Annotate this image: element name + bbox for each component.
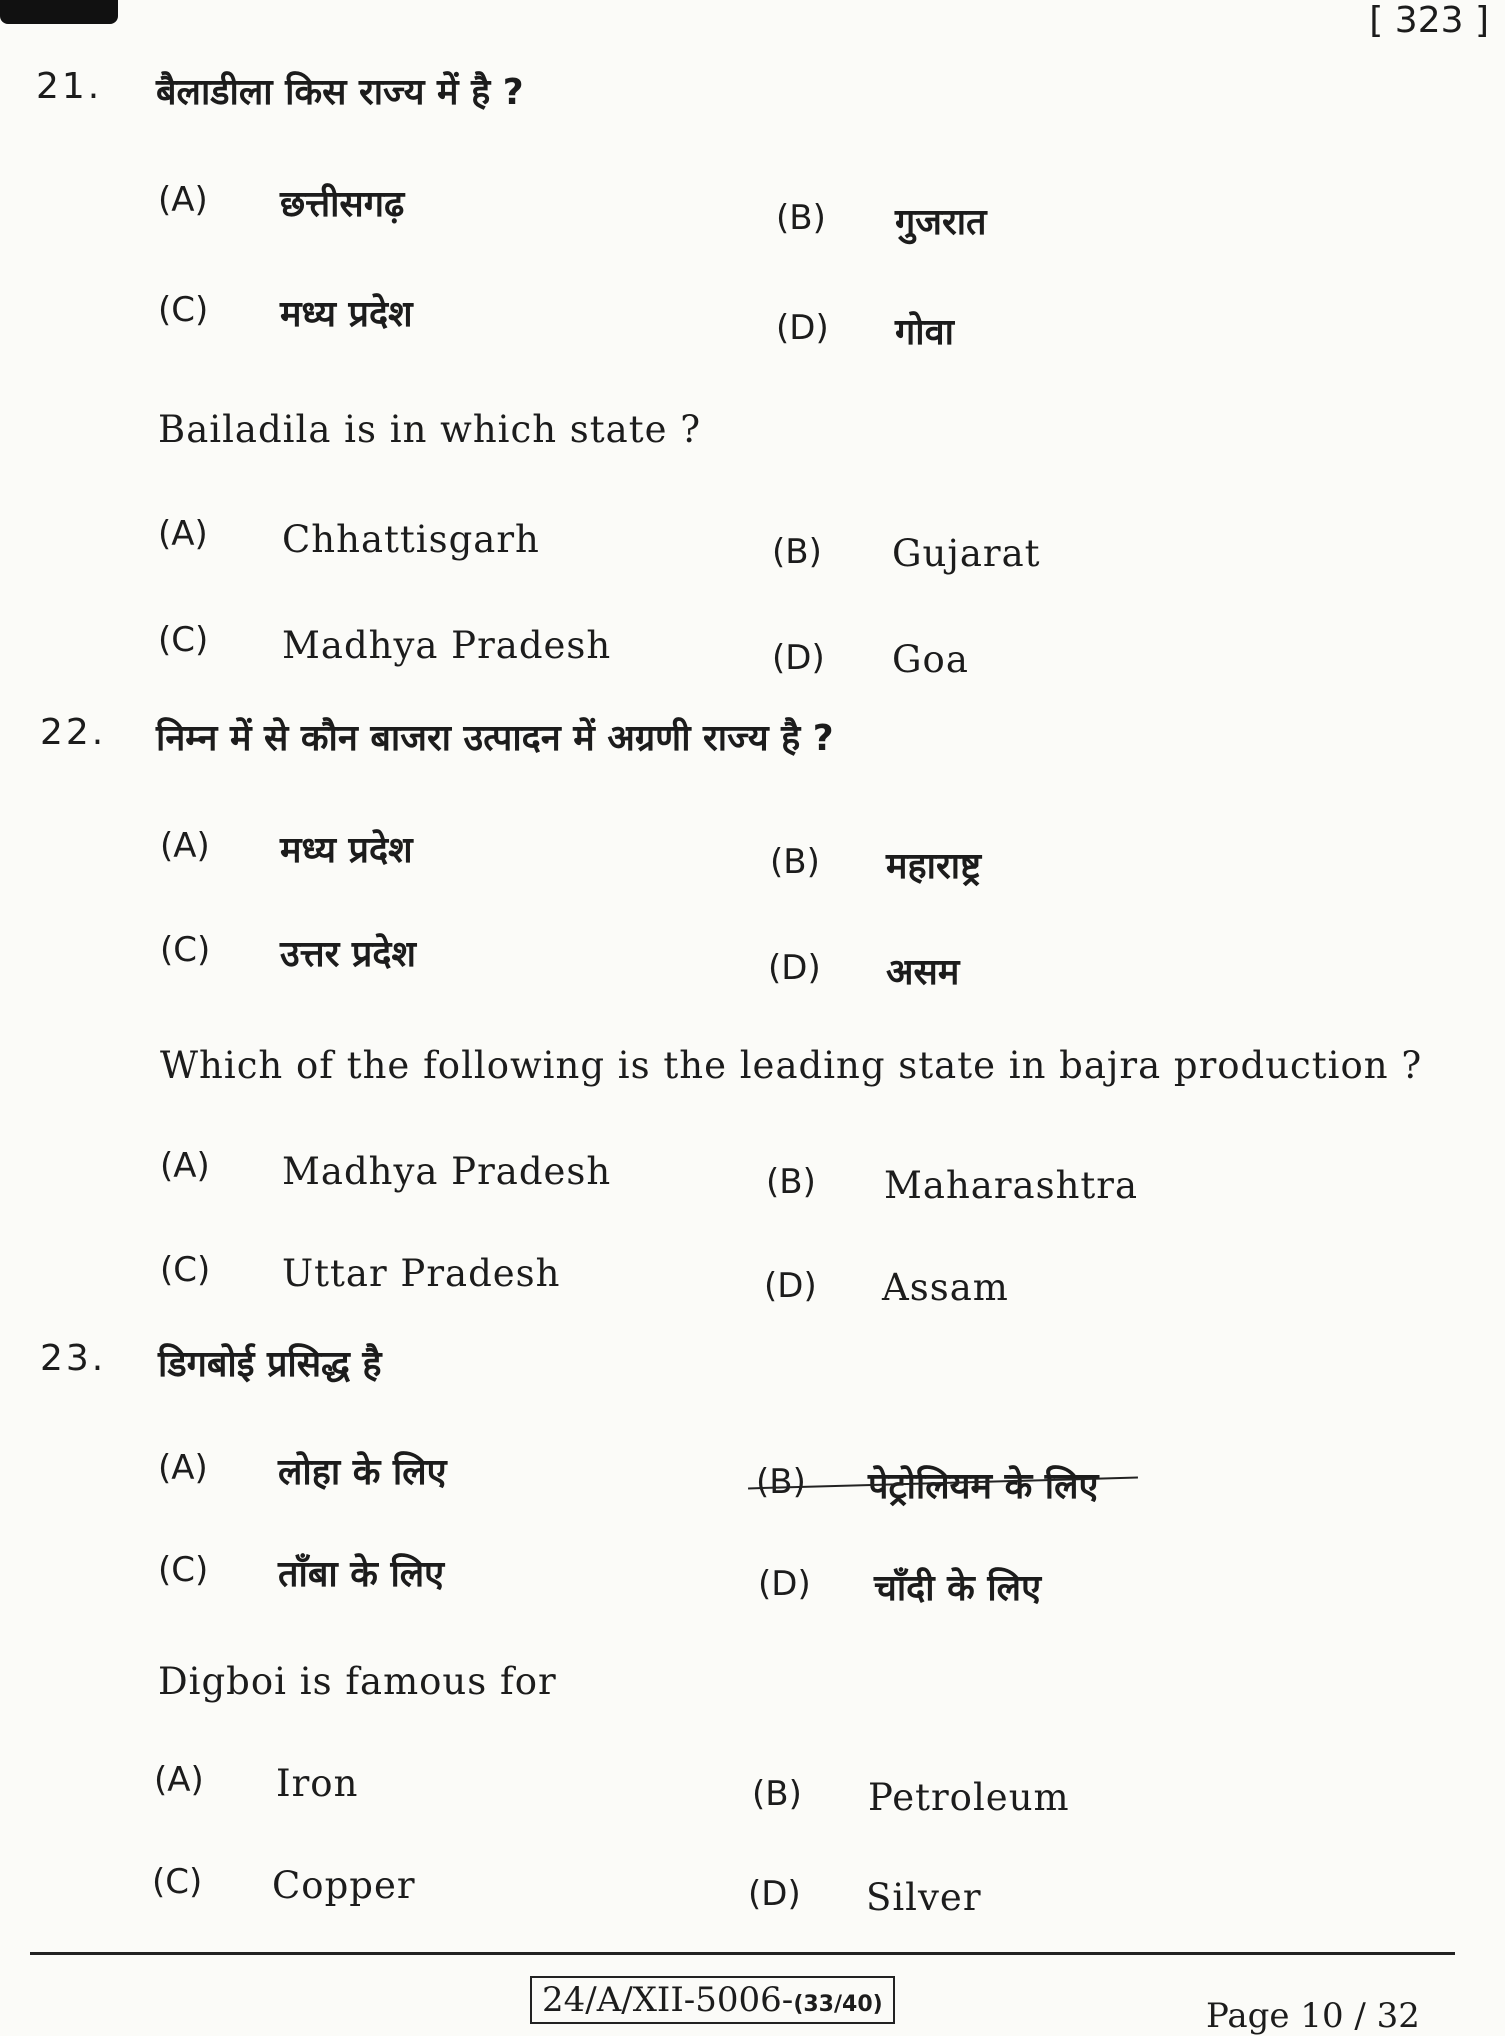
q23-en-label-c: (C) — [152, 1862, 203, 1902]
q21-en-option-d: Goa — [892, 638, 969, 681]
question-23-english: Digboi is famous for — [158, 1660, 557, 1703]
q21-hi-label-d: (D) — [776, 308, 829, 348]
q21-hi-option-a: छत्तीसगढ़ — [280, 184, 405, 225]
question-23-number: 23. — [40, 1338, 107, 1379]
q22-hi-label-c: (C) — [160, 930, 211, 970]
paper-code-box — [530, 1976, 895, 2024]
q22-hi-option-d: असम — [886, 952, 960, 993]
q21-hi-label-c: (C) — [158, 290, 209, 330]
q21-en-option-c: Madhya Pradesh — [282, 624, 612, 667]
q21-en-label-a: (A) — [158, 514, 208, 554]
q23-en-label-b: (B) — [752, 1774, 802, 1814]
paper-code: 24/A/XII-5006- — [542, 1980, 794, 2020]
footer-rule — [30, 1952, 1455, 1955]
q22-en-label-a: (A) — [160, 1146, 210, 1186]
q22-hi-option-b: महाराष्ट्र — [886, 846, 982, 887]
q22-en-option-b: Maharashtra — [884, 1164, 1139, 1207]
corner-mark — [0, 0, 118, 24]
q22-hi-option-c: उत्तर प्रदेश — [280, 934, 416, 975]
page-marker: [ 323 ] — [1369, 0, 1489, 41]
q22-hi-label-a: (A) — [160, 826, 210, 866]
q21-en-label-b: (B) — [772, 532, 822, 572]
q22-en-label-b: (B) — [766, 1162, 816, 1202]
question-22-number: 22. — [40, 712, 107, 753]
page-number-footer: Page 10 / 32 — [1206, 1996, 1420, 2036]
q23-hi-option-a: लोहा के लिए — [278, 1452, 447, 1493]
q22-en-label-c: (C) — [160, 1250, 211, 1290]
question-21-number: 21. — [36, 66, 103, 107]
q22-en-option-a: Madhya Pradesh — [282, 1150, 612, 1193]
question-21-hindi: बैलाडीला किस राज्य में है ? — [156, 72, 524, 113]
q22-en-option-d: Assam — [882, 1266, 1009, 1309]
q23-hi-option-b: पेट्रोलियम के लिए — [868, 1466, 1099, 1507]
q23-en-label-d: (D) — [748, 1874, 801, 1914]
q23-hi-option-d: चाँदी के लिए — [874, 1568, 1041, 1609]
q21-en-option-b: Gujarat — [892, 532, 1041, 575]
q22-en-option-c: Uttar Pradesh — [282, 1252, 561, 1295]
q21-hi-label-b: (B) — [776, 198, 826, 238]
q21-hi-option-b: गुजरात — [895, 202, 987, 243]
q21-en-label-c: (C) — [158, 620, 209, 660]
q23-en-option-d: Silver — [866, 1876, 982, 1919]
q23-en-label-a: (A) — [154, 1760, 204, 1800]
q23-hi-label-c: (C) — [158, 1550, 209, 1590]
question-21-english: Bailadila is in which state ? — [158, 408, 702, 451]
q23-en-option-c: Copper — [272, 1864, 416, 1907]
q22-hi-label-b: (B) — [770, 842, 820, 882]
q21-hi-option-d: गोवा — [895, 312, 954, 353]
paper-code-suffix: (33/40) — [793, 1992, 883, 2017]
q23-hi-label-a: (A) — [158, 1448, 208, 1488]
q21-en-option-a: Chhattisgarh — [282, 518, 540, 561]
q22-hi-label-d: (D) — [768, 948, 821, 988]
q21-en-label-d: (D) — [772, 638, 825, 678]
q23-hi-label-b: (B) — [756, 1462, 806, 1502]
question-23-hindi: डिगबोई प्रसिद्ध है — [158, 1344, 382, 1385]
q21-hi-option-c: मध्य प्रदेश — [280, 294, 413, 335]
question-22-hindi: निम्न में से कौन बाजरा उत्पादन में अग्रणी राज्य है ? — [156, 718, 834, 759]
q23-en-option-b: Petroleum — [868, 1776, 1070, 1819]
q21-hi-label-a: (A) — [158, 180, 208, 220]
q23-hi-option-c: ताँबा के लिए — [278, 1554, 445, 1595]
q22-en-label-d: (D) — [764, 1266, 817, 1306]
q23-en-option-a: Iron — [276, 1762, 359, 1805]
q22-hi-option-a: मध्य प्रदेश — [280, 830, 413, 871]
q23-hi-label-d: (D) — [758, 1564, 811, 1604]
question-22-english: Which of the following is the leading state in bajra production ? — [160, 1044, 1423, 1087]
